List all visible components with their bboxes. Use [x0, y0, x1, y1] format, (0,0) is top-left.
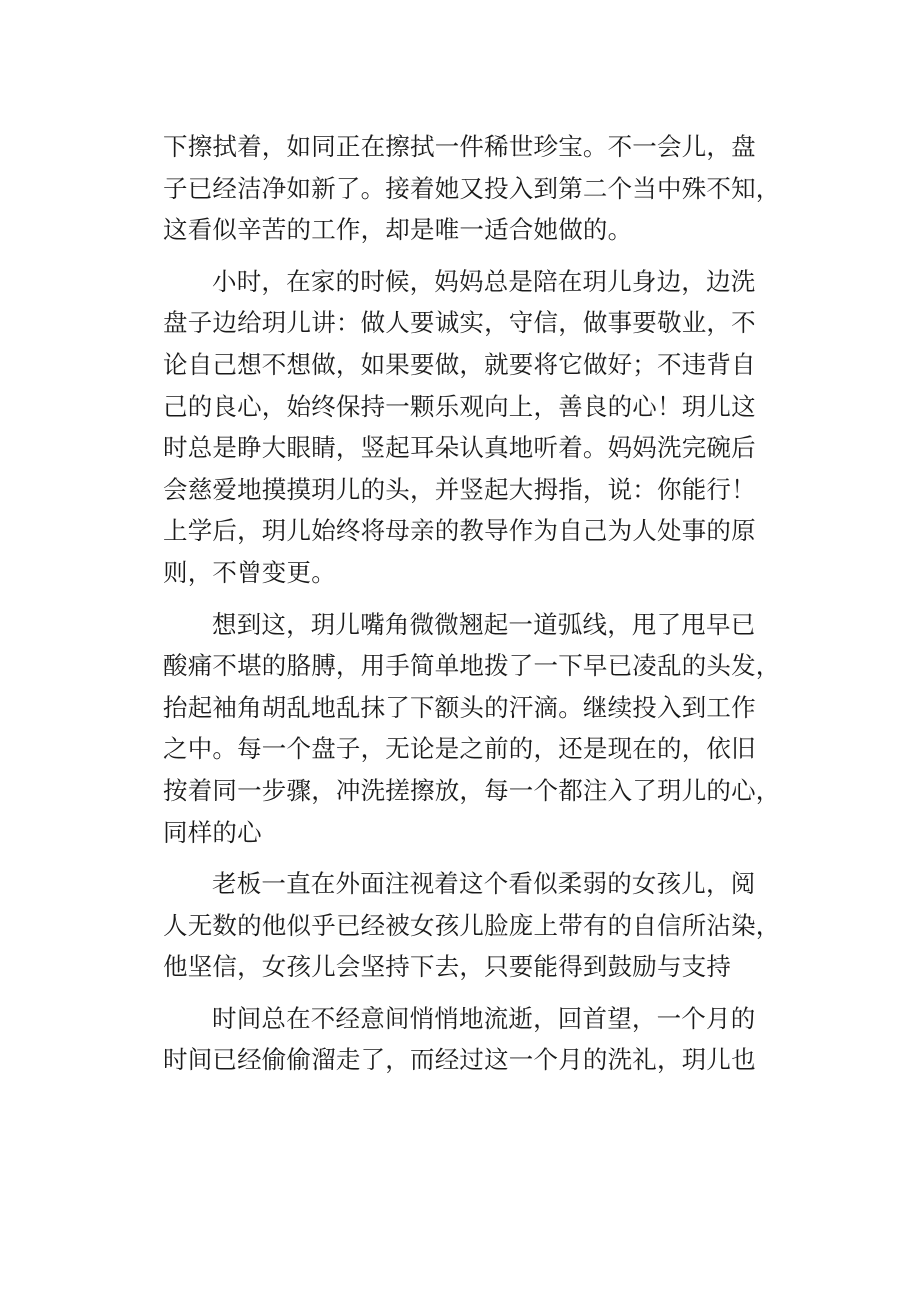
text-line: 这看似辛苦的工作，却是唯一适合她做的。	[163, 215, 633, 245]
text-line: 下擦拭着，如同正在擦拭一件稀世珍宝。不一会儿，盘	[163, 132, 756, 161]
text-line: 酸痛不堪的胳膊，用手简单地拨了一下早已凌乱的头发，	[163, 651, 781, 681]
text-line: 人无数的他似乎已经被女孩儿脸庞上带有的自信所沾染，	[163, 910, 781, 940]
text-line: 老板一直在外面注视着这个看似柔弱的女孩儿，阅	[212, 869, 756, 899]
text-line: 时间已经偷偷溜走了，而经过这一个月的洗礼，玥儿也	[163, 1045, 756, 1075]
text-line: 小时，在家的时候，妈妈总是陪在玥儿身边，边洗	[212, 266, 756, 296]
document-body	[163, 126, 781, 1091]
text-line: 己的良心，始终保持一颗乐观向上，善良的心！玥儿这	[163, 391, 756, 421]
text-line: 时间总在不经意间悄悄地流逝，回首望，一个月的	[212, 1003, 756, 1033]
text-line: 则，不曾变更。	[163, 557, 336, 587]
text-line: 子已经洁净如新了。接着她又投入到第二个当中殊不知，	[163, 173, 781, 203]
paragraph-5	[163, 998, 763, 1081]
text-line: 想到这，玥儿嘴角微微翘起一道弧线，甩了甩早已	[212, 609, 756, 639]
text-line: 他坚信，女孩儿会坚持下去，只要能得到鼓励与支持	[163, 952, 732, 982]
text-line: 抬起袖角胡乱地乱抹了下额头的汗滴。继续投入到工作	[163, 692, 756, 722]
text-line: 时总是睁大眼睛，竖起耳朵认真地听着。妈妈洗完碗后	[163, 433, 756, 463]
paragraph-1	[163, 126, 781, 251]
text-line: 论自己想不想做，如果要做，就要将它做好；不违背自	[163, 349, 756, 379]
paragraph-2	[163, 261, 763, 594]
paragraph-4	[163, 863, 781, 988]
text-line: 盘子边给玥儿讲：做人要诚实，守信，做事要敬业，不	[163, 308, 756, 338]
text-line: 之中。每一个盘子，无论是之前的，还是现在的，依旧	[163, 734, 756, 764]
text-line: 上学后，玥儿始终将母亲的教导作为自己为人处事的原	[163, 516, 756, 546]
text-line: 按着同一步骤，冲洗搓擦放，每一个都注入了玥儿的心，	[163, 775, 781, 805]
text-line: 会慈爱地摸摸玥儿的头，并竖起大拇指，说：你能行！	[163, 474, 756, 504]
paragraph-3	[163, 604, 781, 854]
text-line: 同样的心	[163, 817, 262, 847]
